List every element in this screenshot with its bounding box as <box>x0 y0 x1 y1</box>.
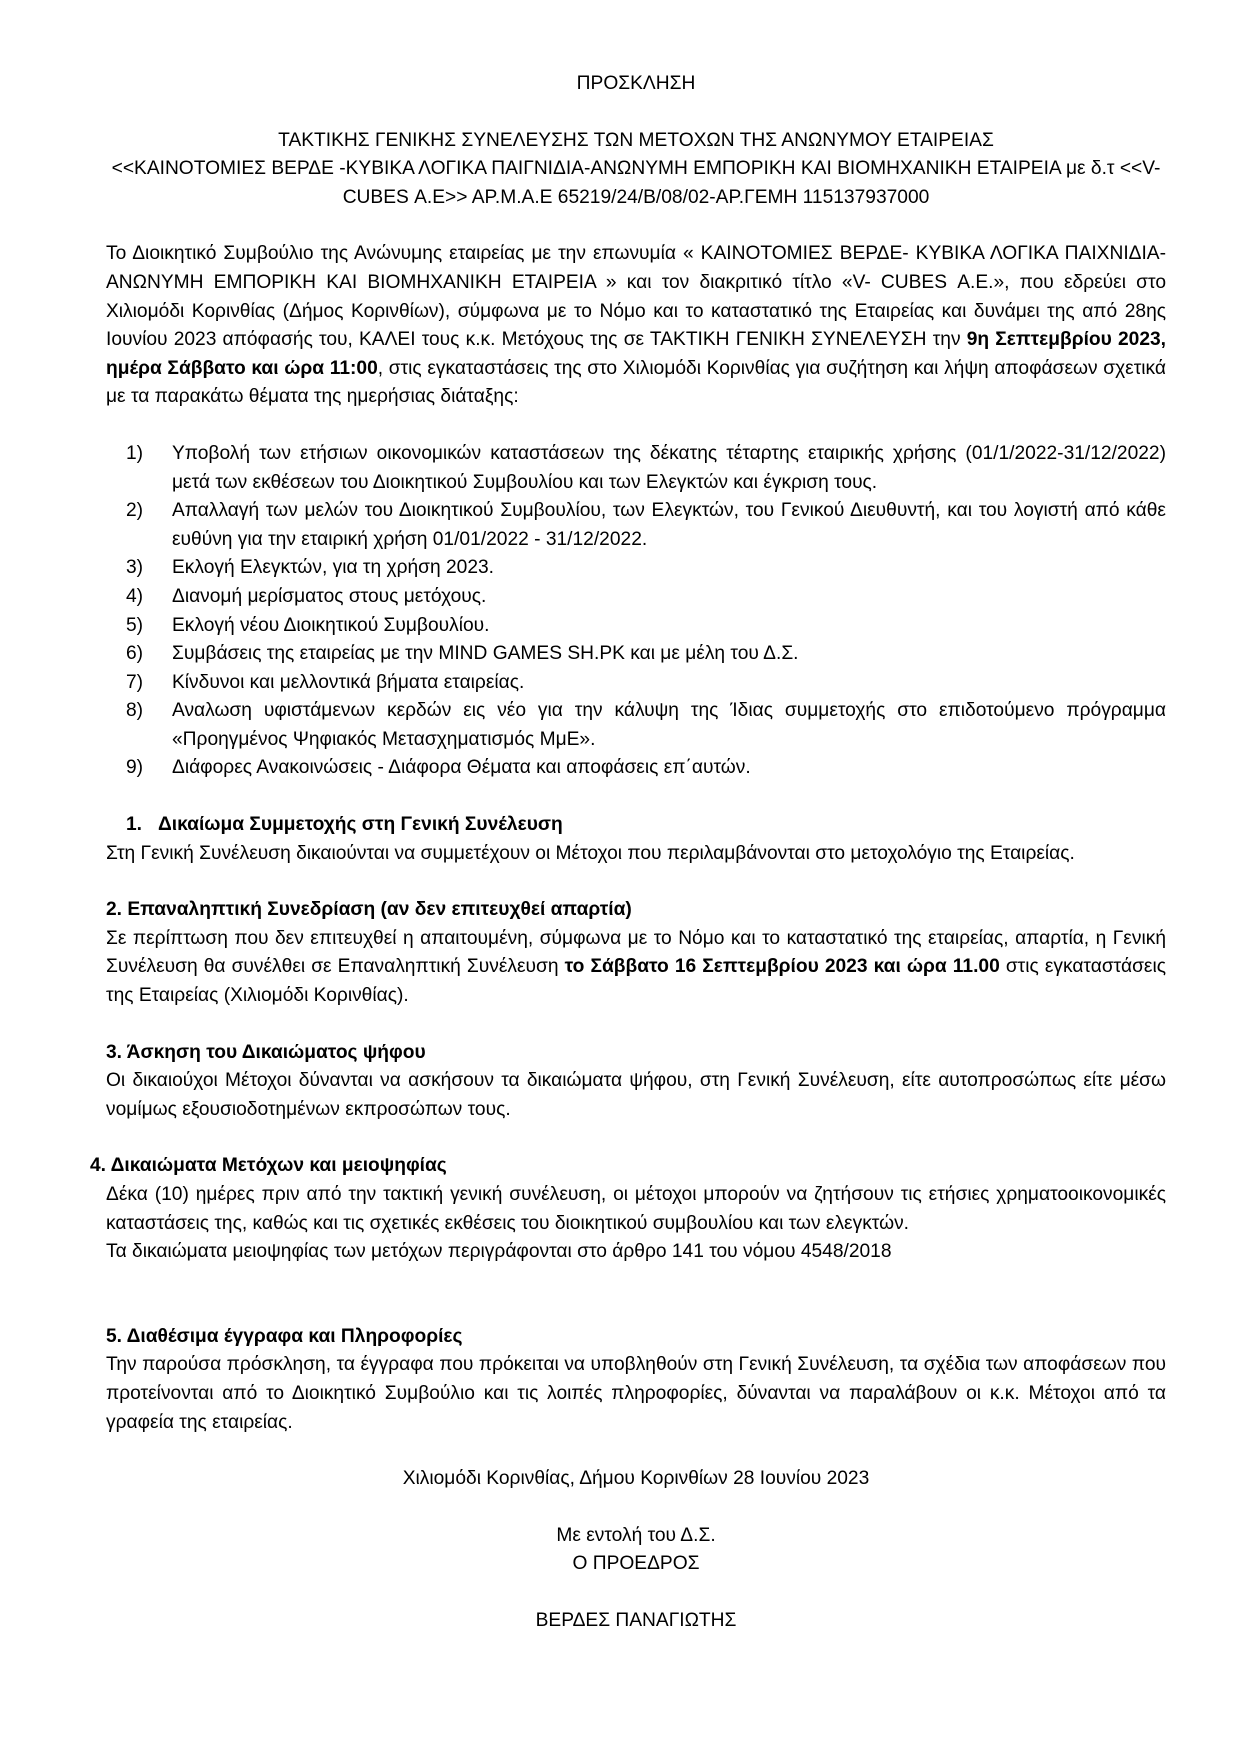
agenda-item-number: 3) <box>126 557 144 579</box>
section-body: Την παρούσα πρόσκληση, τα έγγραφα που πρόκειται να υποβληθούν στη Γενική Συνέλευση, τα σχέδια των αποφάσεων που προτείνονται από το Διοικητικό Συμβούλιο και τις λοιπές πληροφορίες, δύνανται να παραλάβουν οι κ.κ. Μέτοχοι από τα γραφεία της εταιρείας. <box>106 1354 1166 1433</box>
section-body-paragraph: Τα δικαιώματα μειοψηφίας των μετόχων περιγράφονται στο άρθρο 141 του νόμου 4548/2018 <box>106 1241 892 1263</box>
section-heading: 3. Άσκηση του Δικαιώματος ψήφου <box>106 1041 426 1063</box>
section-body-text-2: στις εγκαταστάσεις της Εταιρείας (Χιλιομόδι Κορινθίας). <box>106 956 1166 1007</box>
agenda-item-text: Εκλογή νέου Διοικητικού Συμβουλίου. <box>172 614 490 636</box>
agenda-item-text: Διάφορες Ανακοινώσεις - Διάφορα Θέματα και αποφάσεις επ΄αυτών. <box>172 757 751 779</box>
document-page <box>90 70 1166 1636</box>
section-body-text-1: Σε περίπτωση που δεν επιτευχθεί η απαιτουμένη, σύμφωνα με το Νόμο και το καταστατικό της εταιρείας, απαρτία, η Γενική Συνέλευση θα συνέλθει σε Επαναληπτική Συνέλευση <box>106 927 1166 978</box>
agenda-list <box>106 440 1166 783</box>
section-heading <box>126 811 1166 840</box>
agenda-item <box>126 640 1166 669</box>
agenda-item <box>126 440 1166 497</box>
agenda-item-text: Διανομή μερίσματος στους μετόχους. <box>172 585 487 607</box>
agenda-item-text: Αναλωση υφιστάμενων κερδών εις νέο για την κάλυψη της Ίδιας συμμετοχής στο επιδοτούμενο πρόγραμμα «Προηγμένος Ψηφιακός Μετασχηματισμός ΜμΕ». <box>172 700 1166 750</box>
intro-text-1: Το Διοικητικό Συμβούλιο της Ανώνυμης εταιρείας με την επωνυμία « ΚΑΙΝΟΤΟΜΙΕΣ ΒΕΡΔΕ- ΚΥΒΙΚΑ ΛΟΓΙΚΑ ΠΑΙΧΝΙΔΙΑ- ΑΝΩΝΥΜΗ ΕΜΠΟΡΙΚΗ ΚΑΙ ΒΙΟΜΗΧΑΝΙΚΗ ΕΤΑΙΡΕΙΑ » και τον διακριτικό τίτλο «V- CUBES Α.Ε.», που εδρεύει στο Χιλιομόδι Κορινθίας (Δήμος Κορινθίων), σύμφωνα με το Νόμο και το καταστατικό της Εταιρείας και δυνάμει της από 28ης Ιουνίου 2023 απόφασής του, ΚΑΛΕΙ τους κ.κ. Μετόχους της σε ΤΑΚΤΙΚΗ ΓΕΝΙΚΗ ΣΥΝΕΛΕΥΣΗ την <box>106 243 1166 351</box>
agenda-item-text: Συμβάσεις της εταιρείας με την MIND GAMES SH.PK και με μέλη του Δ.Σ. <box>172 643 799 665</box>
closing-block <box>106 1465 1166 1635</box>
section-heading-text: Δικαίωμα Συμμετοχής στη Γενική Συνέλευση <box>158 814 563 836</box>
agenda-item <box>126 697 1166 754</box>
agenda-item-number: 4) <box>126 585 144 607</box>
intro-paragraph <box>106 240 1166 412</box>
header-line-1: ΤΑΚΤΙΚΗΣ ΓΕΝΙΚΗΣ ΣΥΝΕΛΕΥΣΗΣ ΤΩΝ ΜΕΤΟΧΩΝ ΤΗΣ ΑΝΩΝΥΜΟΥ ΕΤΑΙΡΕΙΑΣ <box>278 129 994 151</box>
signature-block <box>106 1522 1166 1579</box>
agenda-item-number: 5) <box>126 614 144 636</box>
signatory-name: ΒΕΡΔΕΣ ΠΑΝΑΓΙΩΤΗΣ <box>535 1609 737 1631</box>
section-body <box>106 1181 1166 1267</box>
section-available-documents <box>106 1323 1166 1437</box>
agenda-item <box>126 612 1166 641</box>
section-participation-right <box>106 811 1166 868</box>
signatory-role: Ο ΠΡΟΕΔΡΟΣ <box>572 1553 700 1575</box>
section-body: Στη Γενική Συνέλευση δικαιούνται να συμμετέχουν οι Μέτοχοι που περιλαμβάνονται στο μετοχολόγιο της Εταιρείας. <box>106 842 1075 864</box>
section-voting-right <box>106 1039 1166 1125</box>
agenda-item <box>126 497 1166 554</box>
agenda-item-number: 1) <box>126 442 144 464</box>
header-line-2: <<ΚΑΙΝΟΤΟΜΙΕΣ ΒΕΡΔΕ -ΚΥΒΙΚΑ ΛΟΓΙΚΑ ΠΑΙΓΝΙΔΙΑ-ΑΝΩΝΥΜΗ ΕΜΠΟΡΙΚΗ ΚΑΙ ΒΙΟΜΗΧΑΝΙΚΗ ΕΤΑΙΡΕΙΑ με δ.τ <<V-CUBES Α.Ε>> ΑΡ.Μ.Α.Ε 65219/24/Β/08/02-ΑΡ.ΓΕΜΗ 115137937000 <box>111 158 1161 208</box>
section-body: Οι δικαιούχοι Μέτοχοι δύνανται να ασκήσουν τα δικαιώματα ψήφου, στη Γενική Συνέλευση, είτε αυτοπροσώπως είτε μέσω νομίμως εξουσιοδοτημένων εκπροσώπων τους. <box>106 1070 1166 1120</box>
section-shareholder-rights <box>90 1152 1166 1266</box>
intro-meeting-date: 9η Σεπτεμβρίου 2023, ημέρα Σάββατο και ώρα 11:00 <box>106 329 1166 379</box>
agenda-item-number: 6) <box>126 643 144 665</box>
place-date: Χιλιομόδι Κορινθίας, Δήμου Κορινθίων 28 Ιουνίου 2023 <box>402 1468 870 1490</box>
agenda-item-text: Κίνδυνοι και μελλοντικά βήματα εταιρείας. <box>172 671 525 693</box>
agenda-item-text: Εκλογή Ελεγκτών, για τη χρήση 2023. <box>172 557 495 579</box>
section-body-paragraph: Δέκα (10) ημέρες πριν από την τακτική γενική συνέλευση, οι μέτοχοι μπορούν να ζητήσουν τις ετήσιες χρηματοοικονομικές καταστάσεις της, καθώς και τις σχετικές εκθέσεις του διοικητικού συμβουλίου και των ελεγκτών. <box>106 1184 1166 1234</box>
agenda-item-number: 8) <box>126 700 144 722</box>
document-title: ΠΡΟΣΚΛΗΣΗ <box>576 73 696 94</box>
agenda-item-number: 9) <box>126 757 144 779</box>
repeat-meeting-date: το Σάββατο 16 Σεπτεμβρίου 2023 και ώρα 11.00 <box>564 956 1000 978</box>
document-header <box>106 127 1166 213</box>
intro-text-2: , στις εγκαταστάσεις της στο Χιλιομόδι Κορινθίας για συζήτηση και λήψη αποφάσεων σχετικά με τα παρακάτω θέματα της ημερήσιας διάταξης: <box>106 357 1166 408</box>
agenda-item-text: Υποβολή των ετήσιων οικονομικών καταστάσεων της δέκατης τέταρτης εταιρικής χρήσης (01/1/2022-31/12/2022) μετά των εκθέσεων του Διοικητικού Συμβουλίου και των Ελεγκτών και έγκριση τους. <box>172 442 1166 493</box>
section-repeat-meeting <box>106 896 1166 1010</box>
mandate-line: Με εντολή του Δ.Σ. <box>556 1524 716 1546</box>
agenda-item <box>126 554 1166 583</box>
section-heading: 2. Επαναληπτική Συνεδρίαση (αν δεν επιτευχθεί απαρτία) <box>106 899 632 921</box>
section-number: 1. <box>126 814 143 836</box>
agenda-item <box>126 583 1166 612</box>
agenda-item-text: Απαλλαγή των μελών του Διοικητικού Συμβουλίου, των Ελεγκτών, του Γενικού Διευθυντή, και του λογιστή από κάθε ευθύνη για την εταιρική χρήση 01/01/2022 - 31/12/2022. <box>172 500 1166 550</box>
section-body <box>106 925 1166 1011</box>
section-heading: 5. Διαθέσιμα έγγραφα και Πληροφορίες <box>106 1325 463 1347</box>
agenda-item-number: 2) <box>126 500 144 522</box>
agenda-item <box>126 754 1166 783</box>
section-heading: 4. Δικαιώματα Μετόχων και μειοψηφίας <box>90 1155 447 1177</box>
agenda-item <box>126 669 1166 698</box>
agenda-item-number: 7) <box>126 671 144 693</box>
